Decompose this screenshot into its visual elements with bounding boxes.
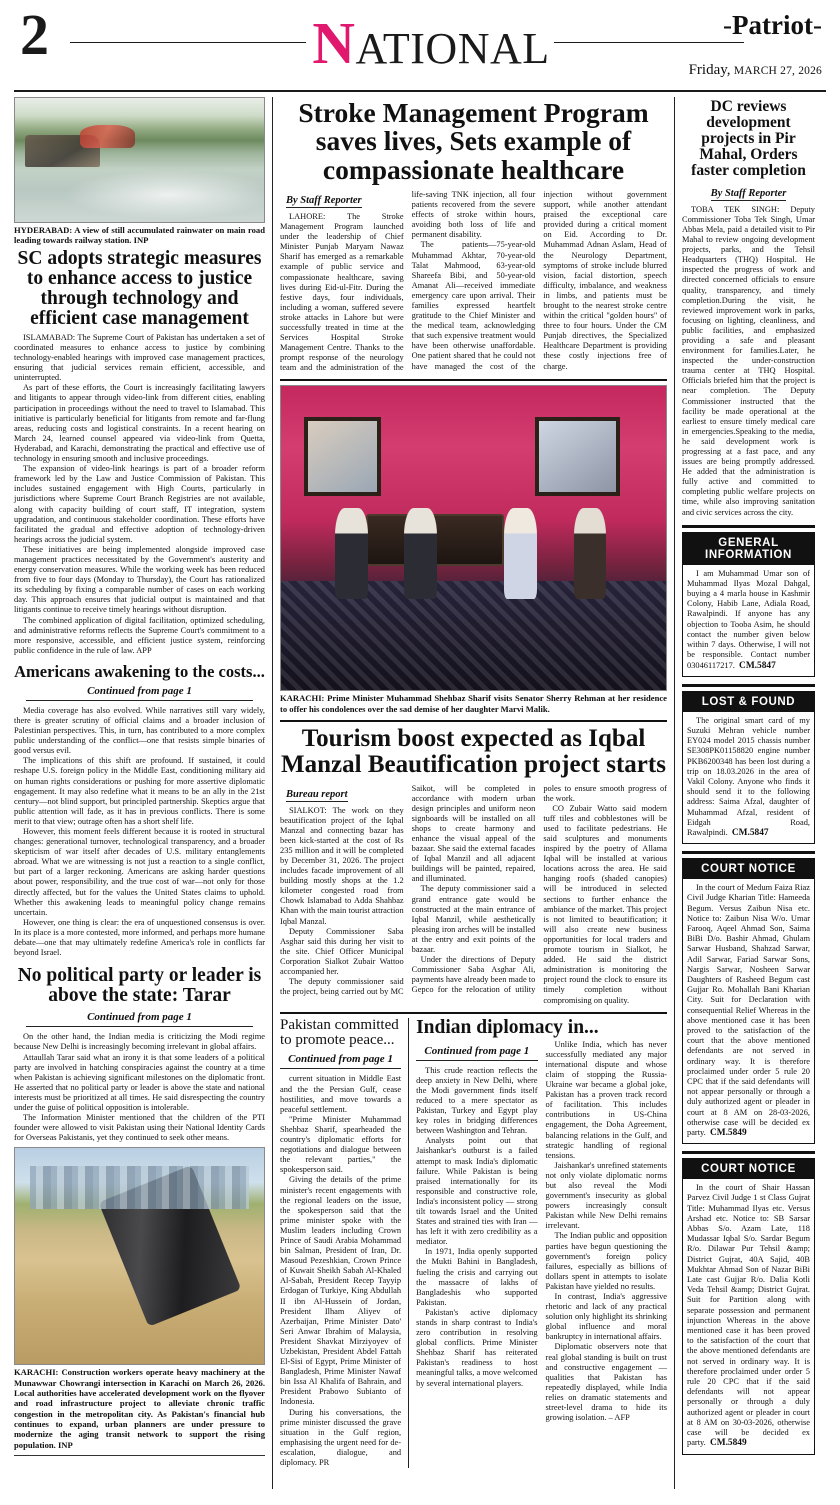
classified-title: COURT NOTICE bbox=[683, 859, 814, 879]
masthead-divider bbox=[14, 90, 826, 92]
tourism-article-body bbox=[280, 784, 667, 1006]
article-paragraph: The patients—75-year-old Muhammad Akhtar, 70-year-old Talat Mahmood, 63-year-old Shareefa Bibi, and 50-year-old Amanat Ali—received immediate emergency care upon arrival. Their families expressed heartfelt gratitude to the Chief Minister and the medical team, acknowledging that such expensive treatment would have been otherwise unaffordable. One patient shared that he could not have managed the cost of the injection without government support, while another attendant praised the exceptional care provided during a critical moment on Eid. According to Dr. Muhammad Adnan Aslam, Head of the Neurology Department, symptoms of stroke include blurred vision, facial distortion, speech difficulty, imbalance, and weakness in limbs, and patients must be brought to the nearest stroke centre within the critical "golden hours" of three to four hours. Under the CM Punjab directives, the Specialized Healthcare Department is providing these costly injections free of charge. bbox=[411, 189, 667, 371]
continued-from-page-1: Continued from page 1 bbox=[26, 1009, 253, 1027]
article-paragraph: Attaullah Tarar said what an irony it is that some leaders of a political party are involved in hatching conspiracies against the country at a time when Pakistan is achieving significant milestones on the diplomatic front. He asserted that no political party or leader is above the state and national interests must be prioritized at all times. He said disrespecting the country under the guise of political opposition is intolerable. bbox=[14, 1052, 265, 1113]
dateline bbox=[689, 62, 822, 79]
headline-no-political-party: No political party or leader is above the state: Tarar bbox=[17, 965, 262, 1007]
person-figure bbox=[574, 508, 607, 599]
masthead bbox=[14, 2, 826, 88]
classified-court-notice-1 bbox=[682, 858, 815, 1144]
article-paragraph: Jaishankar's unrefined statements not only violate diplomatic norms but also reveal the Modi government's insecurity as global powers increasingly consult Pakistan while New Delhi remains irrelevant. bbox=[545, 1160, 667, 1231]
article-paragraph: The Indian public and opposition parties have begun questioning the government's foreign policy failures, especially as billions of dollars spent in attempts to isolate Pakistan have yielded no results. bbox=[545, 1231, 667, 1291]
section-title-dropcap: N bbox=[312, 10, 356, 76]
left-column bbox=[14, 97, 272, 1489]
section-divider bbox=[682, 525, 815, 528]
indian-diplomacy-story bbox=[409, 1018, 667, 1469]
classified-body bbox=[683, 712, 814, 843]
classified-body bbox=[683, 1179, 814, 1453]
masthead-rule-right bbox=[554, 42, 744, 43]
byline-bureau-report: Bureau report bbox=[286, 788, 348, 800]
column-divider bbox=[14, 1455, 265, 1456]
wall-art-left bbox=[304, 417, 381, 496]
photo-karachi-construction bbox=[14, 1147, 265, 1365]
brand-name: Patriot bbox=[732, 10, 813, 40]
classified-text-span: In the court of Medum Faiza Riaz Civil Judge Kharian Title: Hameeda Begum. Versus Zaibun Nisa etc. Notice to: Zaibun Nisa W/o. Umar Farooq, Aqeel Ahmad Son, Saima BiBi D/o. Bashir Ahmad, Ghulam Sarwar Husband, Shahzad Sarwar, Adil Sarwar, Fariad Sarwar Sons, Nargis Sarwar, Nosheen Sarwar Daughters of Rasheed Begum cast Gujjar Ro. Mohallah Bani Kharian City. Suit for Declaration with consequential Relief Whereas in the above mentioned case it has been proved to the satisfaction of the court that the above mentioned defendants are not served in ordinary way. It is therefore proclaimed under order 5 rule 20 CPC that if the said defendants will not appear personally or through a duly authorized agent or pleader in court at 8 AM on 28-03-2026, otherwise case will be decided ex party. bbox=[687, 883, 810, 1138]
classified-ref: CM.5847 bbox=[731, 827, 769, 838]
article-paragraph: These initiatives are being implemented alongside improved case management practices necessitated by the Government's austerity and energy conservation measures. While the working week has been reduced from five to four days (Monday to Thursday), the Court has rationalized its scheduling by fixing a comparable number of cases on each working day. This approach ensures that judicial output is maintained and that litigants continue to receive timely hearings without disruption. bbox=[14, 544, 265, 615]
section-divider bbox=[682, 684, 815, 687]
pakistan-peace-story bbox=[280, 1018, 409, 1469]
indian-diplomacy-col-b bbox=[546, 1040, 667, 1424]
headline-stroke-management: Stroke Management Program saves lives, Sets example of compassionate healthcare bbox=[298, 97, 649, 185]
article-paragraph: However, this moment feels different because it is rooted in structural changes: generational turnover, technological transparency, and a broader skepticism of war itself after decades of U.S. military entanglements abroad. What we are witnessing is not just a reaction to a single conflict, but part of a larger reckoning. Americans are asking harder questions about power, responsibility, and the true cost of war—not only for those directly affected, but for the values the United States claims to uphold. Whether this awakening leads to meaningful policy change remains uncertain. bbox=[14, 827, 265, 917]
article-paragraph: The Information Minister mentioned that the children of the PTI founder were allowed to visit Pakistan using their National Identity Cards for Overseas Pakistanis, yet they continued to seek other means. bbox=[14, 1113, 265, 1143]
article-paragraph: On the other hand, the Indian media is criticizing the Modi regime because New Delhi is increasingly becoming irrelevant in global affairs. bbox=[14, 1032, 265, 1052]
brand-logo: -Patriot- bbox=[723, 10, 822, 40]
classified-ref: CM.5849 bbox=[709, 1128, 747, 1139]
article-paragraph: However, one thing is clear: the era of unquestioned consensus is over. In its place is a more contested, more informed, and perhaps more humane debate—one that may ultimately redefine America's role in conflicts far beyond Israel. bbox=[14, 917, 265, 958]
classified-text-span: I am Muhammad Umar son of Muhammad Ilyas Mozal Dahgal, buying a 4 marla house in Kashmir Colony, Habib Lane, Adiala Road, Rawalpindi. If anyone has any objection to Tooba Asim, he should contact the number given below within 7 days. Otherwise, I will not be responsible. Contact number 03046117217. bbox=[687, 568, 810, 670]
continued-from-page-1: Continued from page 1 bbox=[280, 1051, 401, 1069]
article-paragraph: The implications of this shift are profound. If sustained, it could reshape U.S. foreign policy in the Middle East, conditioning military aid on human rights considerations or pushing for more assertive diplomatic engagement. It may also redefine what it means to be an ally in the 21st century—not blind support, but principled partnership. Skeptics argue that public attention will fade, as it has in previous conflicts. There is some merit to that view; outrage often has a short shelf life. bbox=[14, 756, 265, 826]
byline-staff-reporter: By Staff Reporter bbox=[286, 194, 362, 206]
section-divider bbox=[280, 1012, 667, 1014]
article-paragraph: Media coverage has also evolved. While narratives still vary widely, there is greater scrutiny of official claims and a broader inclusion of Palestinian perspectives. This, in turn, has contributed to a more complex public understanding of the conflict—one that resists simple binaries of good versus evil. bbox=[14, 705, 265, 756]
page-grid bbox=[14, 97, 826, 1489]
article-paragraph: Analysts point out that Jaishankar's outburst is a failed attempt to mask India's diplomatic failure. While Pakistan is being praised internationally for its responsible and constructive role, India's inconsistent policy — strong tilt towards Israel and the United States and strained ties with Iran — has left it with zero credibility as a mediator. bbox=[416, 1136, 538, 1247]
classified-text bbox=[687, 716, 810, 838]
classified-title: LOST & FOUND bbox=[683, 692, 814, 712]
section-divider bbox=[682, 851, 815, 854]
classified-text bbox=[687, 883, 810, 1138]
continued-from-page-1: Continued from page 1 bbox=[416, 1043, 537, 1061]
continued-from-page-1: Continued from page 1 bbox=[26, 683, 253, 701]
headline-indian-diplomacy: Indian diplomacy in... bbox=[416, 1016, 599, 1038]
classified-title: COURT NOTICE bbox=[683, 1159, 814, 1179]
byline-wrap bbox=[280, 784, 404, 806]
classified-text bbox=[687, 1183, 810, 1448]
article-paragraph: "Prime Minister Muhammad Shehbaz Sharif, spearheaded the country's diplomatic efforts for negotiations and dialogue between the relevant parties," the spokesperson said. bbox=[280, 1114, 402, 1175]
classified-general-information bbox=[682, 532, 815, 677]
person-figure bbox=[504, 508, 537, 599]
person-figure bbox=[335, 508, 368, 599]
classified-body bbox=[683, 879, 814, 1143]
classified-ref: CM.5847 bbox=[739, 660, 776, 671]
headline-pakistan-peace: Pakistan committed to promote peace... bbox=[280, 1016, 399, 1049]
article-paragraph: LAHORE: The Stroke Management Program launched under the leadership of Chief Minister Punjab Maryam Nawaz Sharif has emerged as a remarkable example of public service and compassionate healthcare, saving lives during Eid-ul-Fitr. During the festive days, four individuals, including a woman, suffered severe stroke attacks in Lahore but were successfully treated in time at the Services Hospital Stroke Management Centre. Thanks to the prompt response of the neurology team and the administration of the life-saving TNK injection, all four patients recovered from the severe effects of stroke within hours, avoiding both loss of life and permanent disability. bbox=[280, 189, 536, 373]
headline-americans-awakening: Americans awakening to the costs... bbox=[14, 661, 265, 681]
classified-title: GENERAL INFORMATION bbox=[683, 533, 814, 565]
photo-hyderabad-flood bbox=[14, 97, 265, 223]
byline-staff-reporter: By Staff Reporter bbox=[710, 187, 787, 199]
article-paragraph: The combined application of digital facilitation, optimized scheduling, and administrative reforms reflects the Supreme Court's commitment to a more responsive, accessible, and efficient justice system, reinforcing public confidence in the rule of law. APP bbox=[14, 615, 265, 655]
article-paragraph: current situation in Middle East and the the Persian Gulf, cease hostilities, and move towards a peaceful settlement. bbox=[280, 1074, 402, 1114]
headline-dc-reviews: DC reviews development projects in Pir Mahal, Orders faster completion bbox=[691, 98, 806, 179]
article-paragraph: CO Zubair Watto said modern tuff tiles and cobblestones will be used to facilitate pedestrians. He said sculptures and monuments inspired by the poetry of Allama Iqbal will be installed at various locations across the area. He said hanging roofs (shaded canopies) will be introduced in selected sections to further enhance the ambiance of the market. This project is not limited to beautification; it will also create new business opportunities for local traders and promote tourism in Sialkot, he added. He said the district administration is monitoring the project round the clock to ensure its timely completion without compromising on quality. bbox=[543, 803, 667, 1005]
right-column bbox=[675, 97, 815, 1489]
headline-tourism-boost: Tourism boost expected as Iqbal Manzal Beautification project starts bbox=[281, 725, 666, 778]
section-divider bbox=[682, 1151, 815, 1154]
indian-diplomacy-col-a bbox=[416, 1040, 537, 1424]
section-divider bbox=[280, 379, 667, 381]
wall-art-right bbox=[535, 417, 620, 496]
article-paragraph: This crude reaction reflects the deep anxiety in New Delhi, where the Modi government finds itself reduced to a mere spectator as Pakistan, Turkey and Egypt play key roles in bridging differences between Washington and Tehran. bbox=[416, 1065, 538, 1136]
byline-wrap bbox=[280, 190, 404, 212]
classified-text bbox=[687, 569, 810, 671]
bottom-two-stories bbox=[280, 1018, 667, 1469]
section-divider bbox=[280, 720, 667, 722]
caption-hyderabad: HYDERABAD: A view of still accumulated rainwater on main road leading towards railway station. INP bbox=[14, 225, 265, 246]
photo-shehbaz-condolence bbox=[280, 385, 667, 691]
article-paragraph: In 1971, India openly supported the Mukti Bahini in Bangladesh, fueling the crisis and carrying out the massacre of lakhs of Bangladeshis who supported Pakistan. bbox=[416, 1247, 538, 1307]
caption-karachi-construction: KARACHI: Construction workers operate heavy machinery at the Munawwar Chowrangi intersection in Karachi on March 26, 2026. Local authorities have accelerated development work on the flyover and road infrastructure project to alleviate chronic traffic congestion in the metropolitan city. As Pakistan's financial hub continues to expand, urban planners are under pressure to modernize the aging transit network to support the rising population. INP bbox=[14, 1367, 265, 1450]
article-paragraph: Giving the details of the prime minister's recent engagements with the regional leaders on the issue, the spokesperson said that the prime minister spoke with the Muslim leaders including Crown Prince of Saudi Arabia Mohammad bin Salman, President of Iran, Dr. Masoud Pezeshkian, Crown Prince of Kuwait Sheikh Sabah Al-Khaled Al-Sabah, President Recep Tayyip Erdogan of Turkiye, King Abdullah II ibn Al-Hussein of Jordan, President Ilham Aliyev of Azerbaijan, Prime Minister Dato' Seri Anwar Ibrahim of Malaysia, President Shavkat Mirziyoyev of Uzbekistan, President Abdel Fattah El-Sisi of Egypt, Prime Minister of Bangladesh, Prime Minister Nawaf bin Issa Al Khalifa of Bahrain, and President Prabowo Subianto of Indonesia. bbox=[280, 1175, 402, 1407]
dateline-day: Friday, bbox=[688, 62, 731, 78]
middle-column bbox=[272, 97, 675, 1489]
classified-ref: CM.5849 bbox=[709, 1438, 747, 1449]
classified-body bbox=[683, 565, 814, 676]
stroke-article-body bbox=[280, 190, 667, 374]
byline-wrap bbox=[682, 183, 815, 205]
article-paragraph: ISLAMABAD: The Supreme Court of Pakistan has undertaken a set of coordinated measures to enhance access to justice by combining technology-enabled hearings with improved case management practices, ensuring that judicial services remain efficient, accessible, and uninterrupted. bbox=[14, 332, 265, 383]
section-title bbox=[306, 10, 556, 76]
article-paragraph: Pakistan's active diplomacy stands in sharp contrast to India's zero contribution in resolving global conflicts. Prime Minister Shehbaz Sharif has reiterated Pakistan's readiness to host meaningful talks, a move welcomed by several international players. bbox=[416, 1307, 538, 1388]
person-figure bbox=[404, 508, 437, 599]
article-paragraph: TOBA TEK SINGH: Deputy Commissioner Toba Tek Singh, Umar Abbas Mela, paid a detailed visit to Pir Mahal to review ongoing development projects, parks, and the Tehsil Headquarters (THQ) Hospital. He inspected the progress of work and directed concerned officials to ensure quality, transparency, and timely completion.During the visit, he reviewed improvement work in parks, focusing on lighting, cleanliness, and public facilities, and emphasized providing a safe and pleasant environment for families.Later, he inspected the under-construction trauma center at THQ Hospital. Officials briefed him that the project is near completion. The Deputy Commissioner instructed that the facility be made operational at the earliest to ensure timely medical care in emergencies.Speaking to the media, he said development work is progressing at a fast pace, and any issues are being promptly addressed. He added that the administration is fully active and committed to completing public welfare projects on time, while also improving sanitation and civic services across the city. bbox=[682, 204, 815, 517]
section-title-rest: ATIONAL bbox=[355, 24, 550, 73]
caption-shehbaz-condolence: KARACHI: Prime Minister Muhammad Shehbaz Sharif visits Senator Sherry Rehman at her residence to offer his condolences over the sad demise of her daughter Marvi Malik. bbox=[280, 693, 667, 714]
article-paragraph: Deputy Commissioner Saba Asghar said this during her visit to the site. Chief Officer Municipal Corporation Sialkot Zubair Wattoo accompanied her. bbox=[280, 926, 404, 977]
article-paragraph: In contrast, India's aggressive rhetoric and lack of any practical solution only highlight its shrinking global influence and moral bankruptcy in international affairs. bbox=[545, 1292, 667, 1342]
dateline-date: MARCH 27, 2026 bbox=[733, 65, 822, 77]
article-paragraph: Unlike India, which has never successfully mediated any major international dispute and whose claim of stopping the Russia-Ukraine war became a global joke, Pakistan has a proven track record of facilitation. This includes contributions in US-China engagement, the Doha Agreement, balancing relations in the Gulf, and strategic handling of regional tensions. bbox=[545, 1039, 667, 1160]
article-paragraph: The deputy commissioner said the project, being carried out by MC Saikot, will be completed in accordance with modern urban design principles and uniform neon signboards will be installed on all shops to create harmony and enhance the visual appeal of the bazaar. She said the external facades of Iqbal Manzil and all adjacent buildings will be painted, repaired, and illuminated. bbox=[280, 783, 536, 997]
page-number: 2 bbox=[20, 2, 49, 67]
classified-text-span: In the court of Shair Hassan Parvez Civil Judge 1 st Class Gujrat Title: Muhammad Ilyas etc. Versus Arshad etc. Notice to: SB Sarsar Abbas S/o. Azam Late, 118 Mudassar Iqbal S/o. Sardar Begum R/o. Dilawar Pur Tehsil &amp; District Gujrat, 40A Sajid, 40B Mukhtar Ahmad Son of Nazar BiBi Late cast Gujjar R/o. Dalia Kotli Veda Tehsil &amp; District Gujrat. Suit for Partition along with separate possession and permanent injunction Whereas in the above mentioned case it has been proved to the satisfaction of the court that the above mentioned defendants are not served in ordinary way. It is therefore proclaimed under order 5 rule 20 CPC that if the said defendants will not appear personally or through a duly authorized agent or pleader in court at 8 AM on 30-03-2026, otherwise case will be decided ex party. bbox=[687, 1183, 810, 1448]
masthead-rule-left bbox=[70, 42, 306, 43]
article-paragraph: The deputy commissioner said a grand entrance gate would be constructed at the main entrance of Iqbal Manzil, while aesthetically pleasing iron arches will be installed at the entry and exit points of the bazaar. bbox=[411, 884, 536, 955]
article-paragraph: During his conversations, the prime minister discussed the grave situation in the Gulf region, emphasising the urgent need for de-escalation, dialogue, and diplomacy. PR bbox=[280, 1407, 402, 1468]
article-paragraph: SIALKOT: The work on they beautification project of the Iqbal Manzal and connecting bazar has been kick-started at the cost of Rs 235 million and it will be completed by December 31, 2026. The project includes facade improvement of all building mostly shops at the 1.2 kilometer congested road from Chowk Islamabad to Adda Shahbaz Khan with the main tourist attraction Iqbal Manzal. bbox=[280, 805, 404, 926]
classified-text-span: The original smart card of my Suzuki Mehran vehicle number EY024 model 2015 chassis number SE308PK01158820 engine number PKB6200348 has been lost during a trip on 18.03.2026 in the area of Vakil Colony. Anyone who finds it should send it to the following address: Saima Afzal, daughter of Muhammad Afzal, resident of Eidgah Road, Rawalpindi. bbox=[687, 715, 810, 837]
classified-lost-and-found bbox=[682, 691, 815, 844]
headline-sc-measures: SC adopts strategic measures to enhance access to justice through technology and efficient case management bbox=[17, 247, 262, 329]
classified-court-notice-2 bbox=[682, 1158, 815, 1454]
indian-diplomacy-columns bbox=[416, 1040, 667, 1424]
article-paragraph: Diplomatic observers note that real global standing is built on trust and constructive engagement — qualities that Pakistan has repeatedly displayed, while India relies on dramatic statements and street-level drama to hide its growing isolation. – AFP bbox=[545, 1342, 667, 1423]
article-paragraph: The expansion of video-link hearings is part of a broader reform framework led by the Law and Justice Commission of Pakistan. This includes sustained engagement with High Courts, particularly in jurisdictions where Supreme Court Branch Registries are not available, along with capacity building of court staff, IT integration, system upgradation, and continuous stakeholder coordination. These efforts have facilitated the gradual and effective adoption of technology-driven hearings across the judicial system. bbox=[14, 464, 265, 544]
article-paragraph: Under the directions of Deputy Commissioner Saba Asghar Ali, payments have already been made to Gepco for the relocation of utility poles to ensure smooth progress of the work. bbox=[411, 783, 667, 995]
article-paragraph: As part of these efforts, the Court is increasingly facilitating lawyers and litigants to appear through video-link from different cities, enabling participation in proceedings without the need to travel to Islamabad. This initiative is particularly beneficial for litigants from remote and far-flung areas, reducing costs and logistical constraints. In a recent hearing on March 24, learned counsel appeared via video-link from Quetta, Hyderabad, and Karachi, demonstrating the practical and effective use of technology in ensuring smooth and inclusive proceedings. bbox=[14, 383, 265, 464]
